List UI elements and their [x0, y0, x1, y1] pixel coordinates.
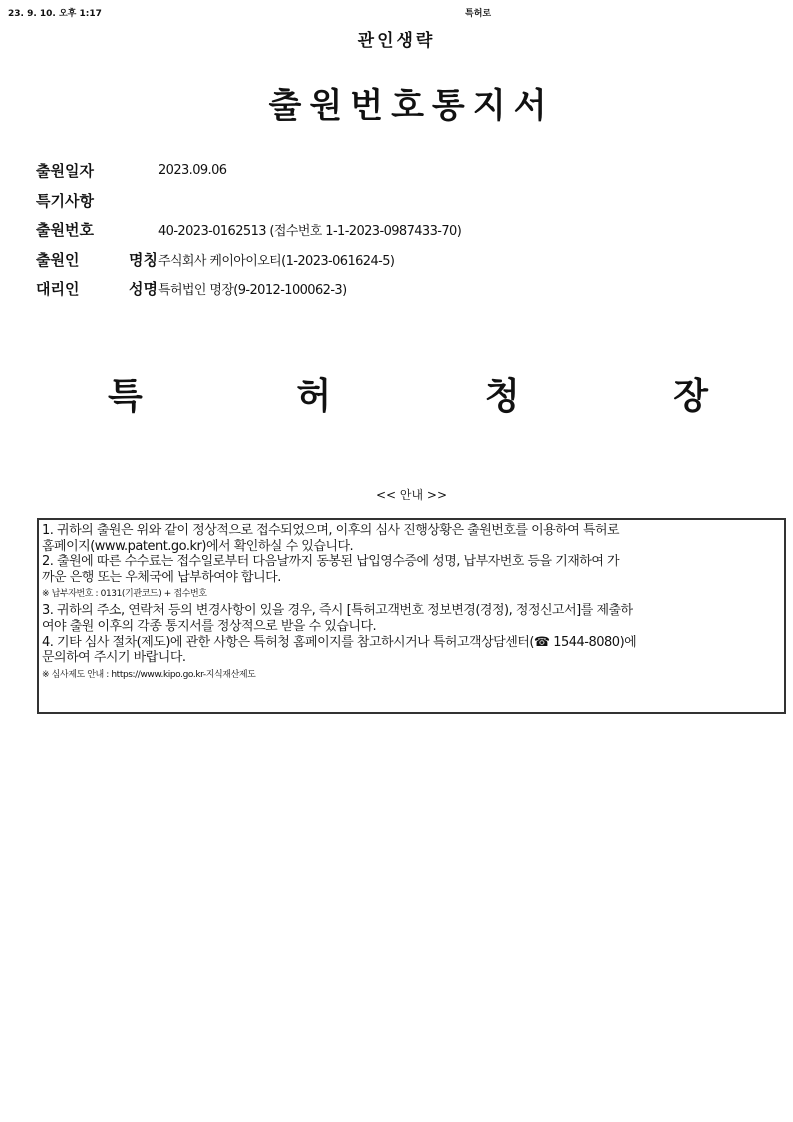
print-timestamp: 23. 9. 10. 오후 1:17: [8, 9, 102, 19]
field-filing-date: [36, 156, 461, 186]
application-fields: [36, 156, 461, 304]
field-value: 특허법인 명장(9-2012-100062-3): [158, 283, 347, 299]
field-label: 대리인 성명: [36, 280, 158, 299]
notice-line: 홈페이지(www.patent.go.kr)에서 확인하실 수 있습니다.: [42, 538, 354, 554]
field-applicant-name: [36, 245, 461, 275]
notice-line: 4. 기타 심사 절차(제도)에 관한 사항은 특허청 홈페이지를 참고하시거나 특허고객상담센터(☎ 1544-8080)에: [42, 634, 637, 650]
field-label: 출원인 명칭: [36, 250, 158, 269]
field-value: 주식회사 케이아이오티(1-2023-061624-5): [158, 253, 395, 269]
agency-signature: [108, 368, 708, 419]
notice-footnote: ※ 심사제도 안내 : https://www.kipo.go.kr-지식재산제도: [42, 669, 256, 680]
agency-char: 장: [673, 376, 708, 417]
window-title: 특허로: [465, 9, 492, 19]
notice-line: 1. 귀하의 출원은 위와 같이 정상적으로 접수되었으며, 이후의 심사 진행상황은 출원번호를 이용하여 특허로: [42, 523, 620, 538]
field-value: 40-2023-0162513 (접수번호 1-1-2023-0987433-70): [158, 224, 462, 240]
field-value: 2023.09.06: [158, 163, 227, 179]
field-label: 출원번호: [36, 221, 94, 240]
notice-heading: << 안내 >>: [375, 488, 448, 502]
document-title: 출원번호통지서: [268, 86, 555, 126]
notice-line: 3. 귀하의 주소, 연락처 등의 변경사항이 있을 경우, 즉시 [특허고객번호 정보변경(경정), 정정신고서]를 제출하: [42, 603, 633, 619]
agency-char: 청: [484, 376, 520, 417]
notice-line: 2. 출원에 따른 수수료는 접수일로부터 다음날까지 동봉된 납입영수증에 성명, 납부자번호 등을 기재하여 가: [42, 554, 620, 570]
notice-line: 여야 출원 이후의 각종 통지서를 정상적으로 받을 수 있습니다.: [42, 618, 377, 634]
stamp-omitted-label: 관인생략: [357, 31, 436, 51]
field-application-number: [36, 215, 461, 245]
field-label: 특기사항: [36, 191, 94, 210]
notice-line: 까운 은행 또는 우체국에 납부하여야 합니다.: [42, 569, 281, 585]
notice-box: [37, 518, 786, 714]
field-special-notes: [36, 186, 461, 216]
agency-char: 특: [108, 376, 143, 417]
agency-char: 허: [296, 376, 332, 417]
field-label: 출원일자: [36, 162, 94, 181]
notice-line: 문의하여 주시기 바랍니다.: [42, 650, 186, 666]
field-agent-name: [36, 274, 461, 304]
notice-footnote: ※ 납부자번호 : 0131(기관코드) + 접수번호: [42, 589, 207, 600]
